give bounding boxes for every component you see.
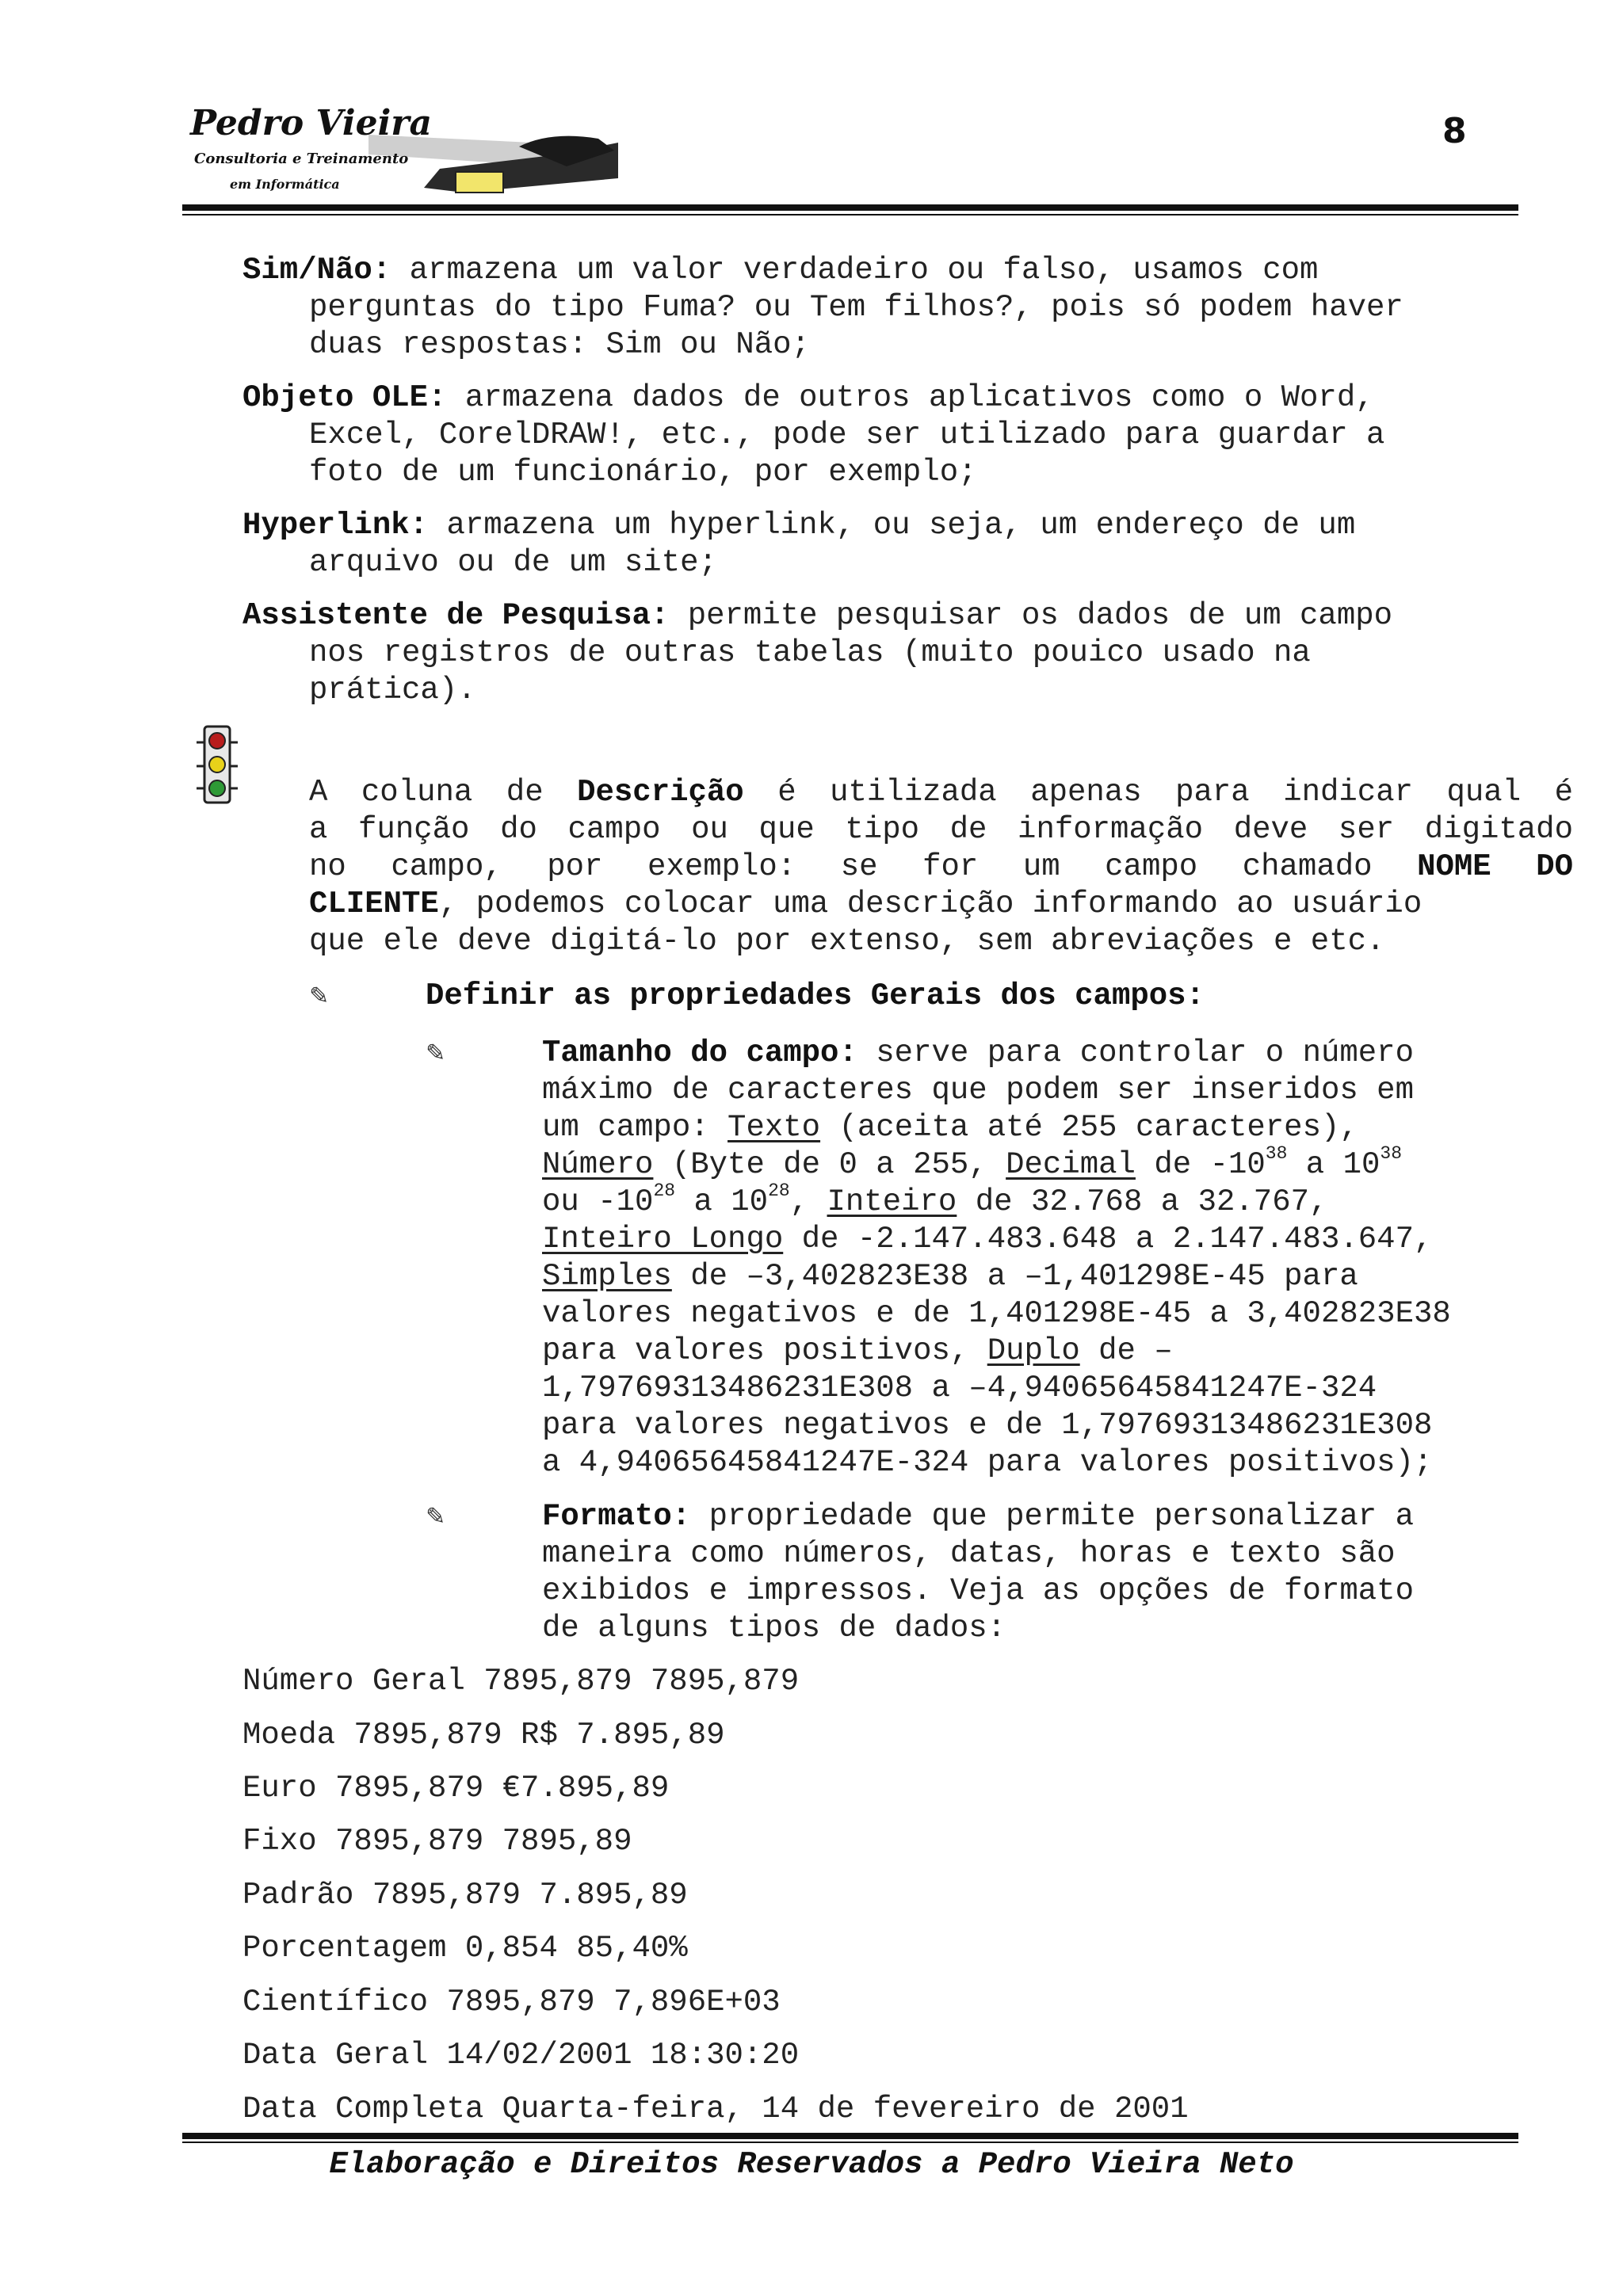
definition-sim-nao: Sim/Não: armazena um valor verdadeiro ou falso, usamos com (242, 253, 1319, 288)
definition-objeto-ole-line3: foto de um funcionário, por exemplo; (309, 455, 977, 490)
definition-objeto-ole: Objeto OLE: armazena dados de outros aplicativos como o Word, (242, 380, 1374, 415)
format-example: Moeda 7895,879 R$ 7.895,89 (242, 1718, 725, 1753)
logo-subtitle-2: em Informática (230, 177, 340, 192)
tamanho-line-8: valores negativos e de 1,401298E-45 a 3,402823E38 (542, 1296, 1451, 1331)
format-example: Data Geral 14/02/2001 18:30:20 (242, 2038, 800, 2073)
note-line-2: a função do campo ou que tipo de informação deve ser digitado (309, 812, 1573, 847)
tamanho-line-6: Inteiro Longo de -2.147.483.648 a 2.147.483.647, (542, 1222, 1433, 1257)
definition-assistente: Assistente de Pesquisa: permite pesquisar os dados de um campo (242, 598, 1393, 633)
footer-rule-thin (182, 2142, 1518, 2143)
pencil-bullet-icon: ✎ (426, 1503, 446, 1531)
tamanho-line-9: para valores positivos, Duplo de – (542, 1333, 1173, 1368)
logo-subtitle-1: Consultoria e Treinamento (194, 151, 409, 167)
format-example: Euro 7895,879 €7.895,89 (242, 1771, 670, 1806)
note-line-3: no campo, por exemplo: se for um campo chamado NOME DO (309, 849, 1574, 884)
tamanho-line-5: ou $-10^{28}$ a $10^{28}$, Inteiro de 32.768 a 32.767, (542, 1180, 1328, 1219)
formato-line-3: exibidos e impressos. Veja as opções de formato (542, 1573, 1414, 1608)
tamanho-line-7: Simples de –3,402823E38 a –1,401298E-45 para (542, 1259, 1358, 1294)
tamanho-line-10: 1,79769313486231E308 a –4,94065645841247E-324 (542, 1371, 1377, 1405)
note-line-5: que ele deve digitá-lo por extenso, sem abreviações e etc. (309, 924, 1385, 959)
format-example: Padrão 7895,879 7.895,89 (242, 1878, 688, 1913)
logo-text: Pedro Vieira (190, 103, 432, 143)
format-example: Data Completa Quarta-feira, 14 de fevereiro de 2001 (242, 2092, 1189, 2126)
page-number: 8 (1442, 111, 1467, 151)
formato-line-2: maneira como números, datas, horas e texto são (542, 1536, 1396, 1571)
header-logo (186, 99, 630, 206)
format-example: Porcentagem 0,854 85,40% (242, 1931, 688, 1966)
header-rule (182, 204, 1518, 211)
format-example: Fixo 7895,879 7895,89 (242, 1824, 632, 1859)
tamanho-line-1: Tamanho do campo: serve para controlar o número (542, 1035, 1414, 1070)
definition-sim-nao-line3: duas respostas: Sim ou Não; (309, 327, 810, 362)
definition-hyperlink: Hyperlink: armazena um hyperlink, ou seja, um endereço de um (242, 508, 1356, 543)
definition-assistente-line3: prática). (309, 673, 476, 707)
traffic-light-icon (193, 725, 241, 804)
tamanho-line-2: máximo de caracteres que podem ser inseridos em (542, 1073, 1414, 1108)
tamanho-line-11: para valores negativos e de 1,79769313486231E308 (542, 1408, 1433, 1443)
format-example: Número Geral 7895,879 7895,879 (242, 1664, 800, 1699)
note-line-1: A coluna de Descrição é utilizada apenas para indicar qual é (309, 775, 1573, 810)
footer-text: Elaboração e Direitos Reservados a Pedro Vieira Neto (329, 2147, 1294, 2182)
definition-assistente-line2: nos registros de outras tabelas (muito pouico usado na (309, 635, 1311, 670)
tamanho-line-3: um campo: Texto (aceita até 255 caracteres), (542, 1110, 1358, 1145)
footer-rule (182, 2133, 1518, 2139)
section-title: Definir as propriedades Gerais dos campos: (426, 978, 1205, 1013)
tamanho-line-4: Número (Byte de 0 a 255, Decimal de $-10^{38}$ a $10^{38}$ (542, 1143, 1403, 1182)
pencil-bullet-icon: ✎ (426, 1039, 446, 1067)
tamanho-line-12: a 4,94065645841247E-324 para valores positivos); (542, 1445, 1433, 1480)
definition-sim-nao-line2: perguntas do tipo Fuma? ou Tem filhos?, pois só podem haver (309, 290, 1403, 325)
formato-line-4: de alguns tipos de dados: (542, 1611, 1006, 1646)
formato-line-1: Formato: propriedade que permite personalizar a (542, 1499, 1414, 1534)
header-rule-thin (182, 214, 1518, 215)
note-line-4: CLIENTE, podemos colocar uma descrição informando ao usuário (309, 887, 1423, 921)
definition-hyperlink-line2: arquivo ou de um site; (309, 545, 717, 580)
definition-objeto-ole-line2: Excel, CorelDRAW!, etc., pode ser utilizado para guardar a (309, 418, 1385, 452)
pencil-bullet-icon: ✎ (309, 982, 330, 1010)
format-example: Científico 7895,879 7,896E+03 (242, 1985, 781, 2019)
